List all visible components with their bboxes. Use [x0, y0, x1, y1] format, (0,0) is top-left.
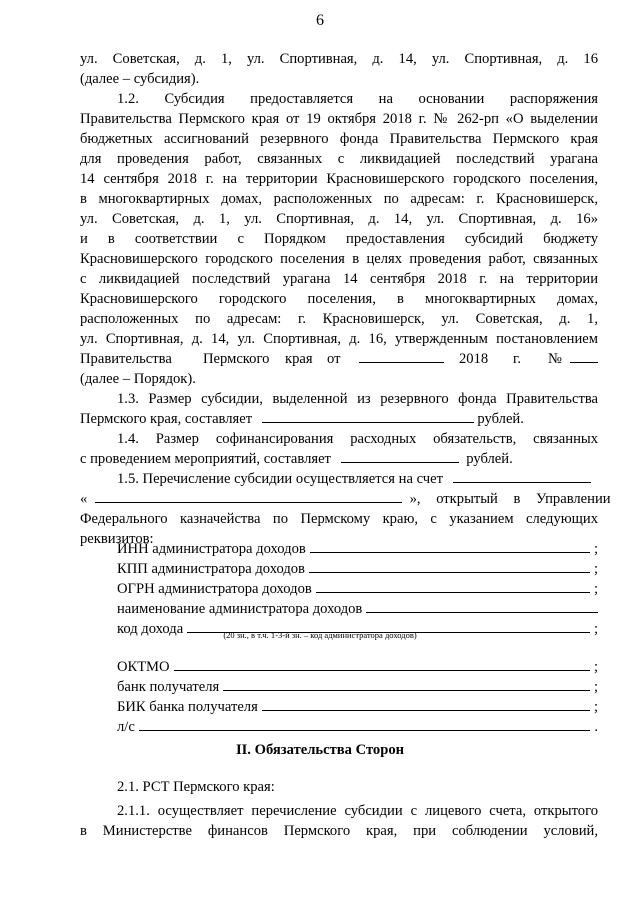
text-line: в многоквартирных домах, расположенных по адресам: г. Красновишерск,: [80, 191, 598, 207]
text-word: 2018: [459, 351, 489, 367]
administrator-name-field[interactable]: [117, 600, 598, 618]
field-blank[interactable]: [139, 718, 591, 731]
field-end: ;: [593, 659, 598, 675]
field-end: ;: [593, 561, 598, 577]
text-line: Федерального казначейства по Пермскому краю, с указанием следующих: [80, 511, 598, 527]
paragraph-1-5-line: [117, 470, 598, 488]
personal-account-field[interactable]: [117, 718, 598, 736]
number-blank[interactable]: [570, 350, 598, 363]
paragraph-2-1-line: 2.1. РСТ Пермского края:: [117, 779, 275, 795]
text-line: (далее – субсидия).: [80, 71, 200, 87]
text-word: г.: [513, 351, 521, 367]
text-line: реквизитов:: [80, 531, 154, 547]
cofinancing-blank[interactable]: [341, 450, 459, 463]
field-label: ОКТМО: [117, 659, 170, 675]
text-word: №: [548, 351, 562, 367]
text-line: Красновишерского городского поселения, в многоквартирных домах,: [80, 291, 598, 307]
text-line: ул. Советская, д. 1, ул. Спортивная, д. 14, ул. Спортивная, д. 16»: [80, 211, 598, 227]
text-line: ул. Спортивная, д. 14, ул. Спортивная, д. 16, утвержденным постановлением: [80, 331, 598, 347]
oktmo-field[interactable]: [117, 658, 598, 676]
text-line: ул. Советская, д. 1, ул. Спортивная, д. 14, ул. Спортивная, д. 16: [80, 51, 598, 67]
field-end: ;: [593, 541, 598, 557]
text-line: в Министерстве финансов Пермского края, при соблюдении условий,: [80, 823, 598, 839]
ogrn-field[interactable]: [117, 580, 598, 598]
inn-field[interactable]: [117, 540, 598, 558]
income-code-note: (20 зн., в т.ч. 1-3-й зн. – код администратора доходов): [223, 630, 417, 640]
text-line: Красновишерского городского поселения в целях проведения работ, связанных: [80, 251, 598, 267]
text-line: и в соответствии с Порядком предоставления субсидий бюджету: [80, 231, 598, 247]
text-word: Правительства: [80, 351, 172, 367]
field-blank[interactable]: [366, 600, 598, 613]
section-heading: II. Обязательства Сторон: [235, 742, 405, 758]
field-label: ОГРН администратора доходов: [117, 581, 312, 597]
paragraph-2-1-1-line: 2.1.1. осуществляет перечисление субсидии с лицевого счета, открытого: [117, 803, 598, 819]
text-line: для проведения работ, связанных с ликвидацией последствий урагана: [80, 151, 598, 167]
field-end: ;: [593, 699, 598, 715]
text-line: расположенных по адресам: г. Красновишерск, ул. Советская, д. 1,: [80, 311, 598, 327]
text-word: края: [285, 351, 313, 367]
text-line: с ликвидацией последствий урагана 14 сентября 2018 г. на территории: [80, 271, 598, 287]
text-line: 14 сентября 2018 г. на территории Красновишерского городского поселения,: [80, 171, 598, 187]
text-line: [80, 450, 598, 468]
field-blank[interactable]: [174, 658, 590, 671]
text-segment: рублей.: [466, 451, 513, 467]
text-segment: Пермского края, составляет: [80, 411, 253, 427]
text-line: Правительства Пермского края от 19 октября 2018 г. № 262-рп «О выделении: [80, 111, 598, 127]
recipient-bank-field[interactable]: [117, 678, 598, 696]
bik-field[interactable]: [117, 698, 598, 716]
field-label: наименование администратора доходов: [117, 601, 363, 617]
paragraph-1-4-line: 1.4. Размер софинансирования расходных обязательств, связанных: [117, 431, 598, 447]
field-end: ;: [593, 679, 598, 695]
field-label: код дохода: [117, 621, 184, 637]
field-blank[interactable]: [262, 698, 590, 711]
kpp-field[interactable]: [117, 560, 598, 578]
text-line: бюджетных ассигнований резервного фонда Правительства Пермского края: [80, 131, 598, 147]
field-blank[interactable]: [309, 560, 590, 573]
text-word: от: [327, 351, 341, 367]
field-end: ;: [593, 621, 598, 637]
text-segment: 1.5. Перечисление субсидии осуществляется на счет: [117, 471, 443, 487]
text-word: Пермского: [203, 351, 270, 367]
field-blank[interactable]: [223, 678, 590, 691]
text-segment: с проведением мероприятий, составляет: [80, 451, 331, 467]
account-blank[interactable]: [453, 470, 591, 483]
field-blank[interactable]: [316, 580, 590, 593]
field-label: банк получателя: [117, 679, 220, 695]
text-line: (далее – Порядок).: [80, 371, 196, 387]
field-label: ИНН администратора доходов: [117, 541, 306, 557]
field-label: БИК банка получателя: [117, 699, 258, 715]
text-segment: рублей.: [477, 411, 524, 427]
text-segment: », открытый в Управлении: [409, 491, 611, 507]
field-label: КПП администратора доходов: [117, 561, 305, 577]
paragraph-1-3-line: 1.3. Размер субсидии, выделенной из резервного фонда Правительства: [117, 391, 598, 407]
account-name-blank[interactable]: [95, 490, 402, 503]
field-end: ;: [593, 581, 598, 597]
text-line: [80, 490, 611, 508]
field-blank[interactable]: [310, 540, 590, 553]
page-number: 6: [316, 12, 324, 29]
amount-blank[interactable]: [262, 410, 474, 423]
paragraph-1-2-line: 1.2. Субсидия предоставляется на основании распоряжения: [117, 91, 598, 107]
date-blank[interactable]: [359, 350, 444, 363]
field-end: .: [594, 719, 598, 735]
text-line: [80, 410, 598, 428]
field-label: л/с: [117, 719, 135, 735]
text-segment: «: [80, 491, 88, 507]
